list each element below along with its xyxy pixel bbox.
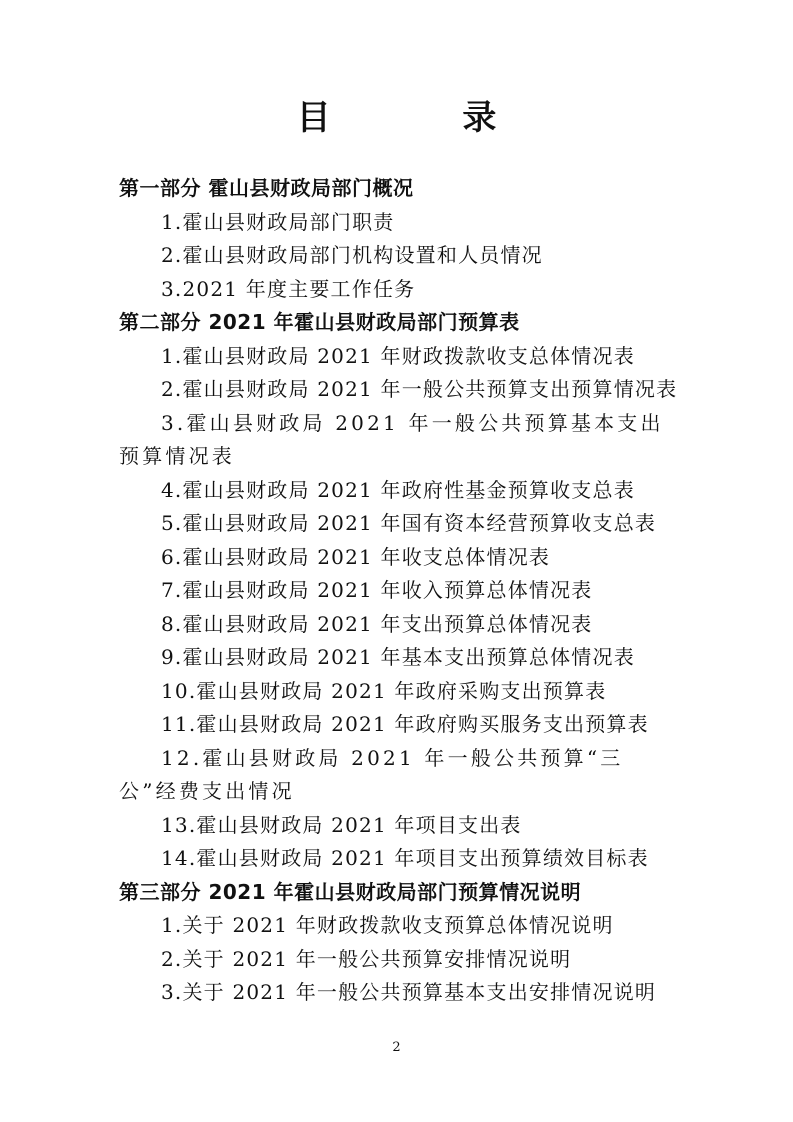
toc-item: 12.霍山县财政局 2021 年一般公共预算“三公”经费支出情况 bbox=[119, 745, 624, 803]
toc-item: 7.霍山县财政局 2021 年收入预算总体情况表 bbox=[161, 578, 593, 602]
toc-item: 2.霍山县财政局部门机构设置和人员情况 bbox=[161, 243, 543, 267]
toc-item: 4.霍山县财政局 2021 年政府性基金预算收支总表 bbox=[161, 477, 635, 502]
toc-item: 9.霍山县财政局 2021 年基本支出预算总体情况表 bbox=[161, 645, 635, 669]
toc-part-heading: 第二部分 2021 年霍山县财政局部门预算表 bbox=[119, 310, 520, 334]
table-of-contents bbox=[119, 172, 679, 1010]
toc-item: 3.2021 年度主要工作任务 bbox=[161, 276, 416, 301]
toc-item: 6.霍山县财政局 2021 年收支总体情况表 bbox=[161, 544, 551, 569]
toc-item: 13.霍山县财政局 2021 年项目支出表 bbox=[161, 812, 522, 837]
toc-item: 2.霍山县财政局 2021 年一般公共预算支出预算情况表 bbox=[161, 377, 678, 401]
toc-item: 3.霍山县财政局 2021 年一般公共预算基本支出预算情况表 bbox=[119, 410, 664, 468]
toc-part-heading: 第一部分 霍山县财政局部门概况 bbox=[119, 176, 414, 200]
toc-item: 1.霍山县财政局 2021 年财政拨款收支总体情况表 bbox=[161, 343, 635, 368]
toc-item: 10.霍山县财政局 2021 年政府采购支出预算表 bbox=[161, 678, 607, 703]
toc-item: 1.关于 2021 年财政拨款收支预算总体情况说明 bbox=[161, 913, 614, 937]
toc-item: 8.霍山县财政局 2021 年支出预算总体情况表 bbox=[161, 611, 593, 636]
toc-item: 14.霍山县财政局 2021 年项目支出预算绩效目标表 bbox=[161, 846, 649, 870]
page-title: 目 录 bbox=[296, 98, 557, 138]
toc-item: 2.关于 2021 年一般公共预算安排情况说明 bbox=[161, 946, 572, 971]
page-number: 2 bbox=[392, 1040, 401, 1055]
toc-item: 11.霍山县财政局 2021 年政府购买服务支出预算表 bbox=[161, 712, 649, 736]
toc-part-heading: 第三部分 2021 年霍山县财政局部门预算情况说明 bbox=[119, 879, 582, 904]
toc-item: 1.霍山县财政局部门职责 bbox=[161, 209, 395, 234]
toc-item: 5.霍山县财政局 2021 年国有资本经营预算收支总表 bbox=[161, 511, 657, 535]
toc-item: 3.关于 2021 年一般公共预算基本支出安排情况说明 bbox=[161, 980, 657, 1004]
